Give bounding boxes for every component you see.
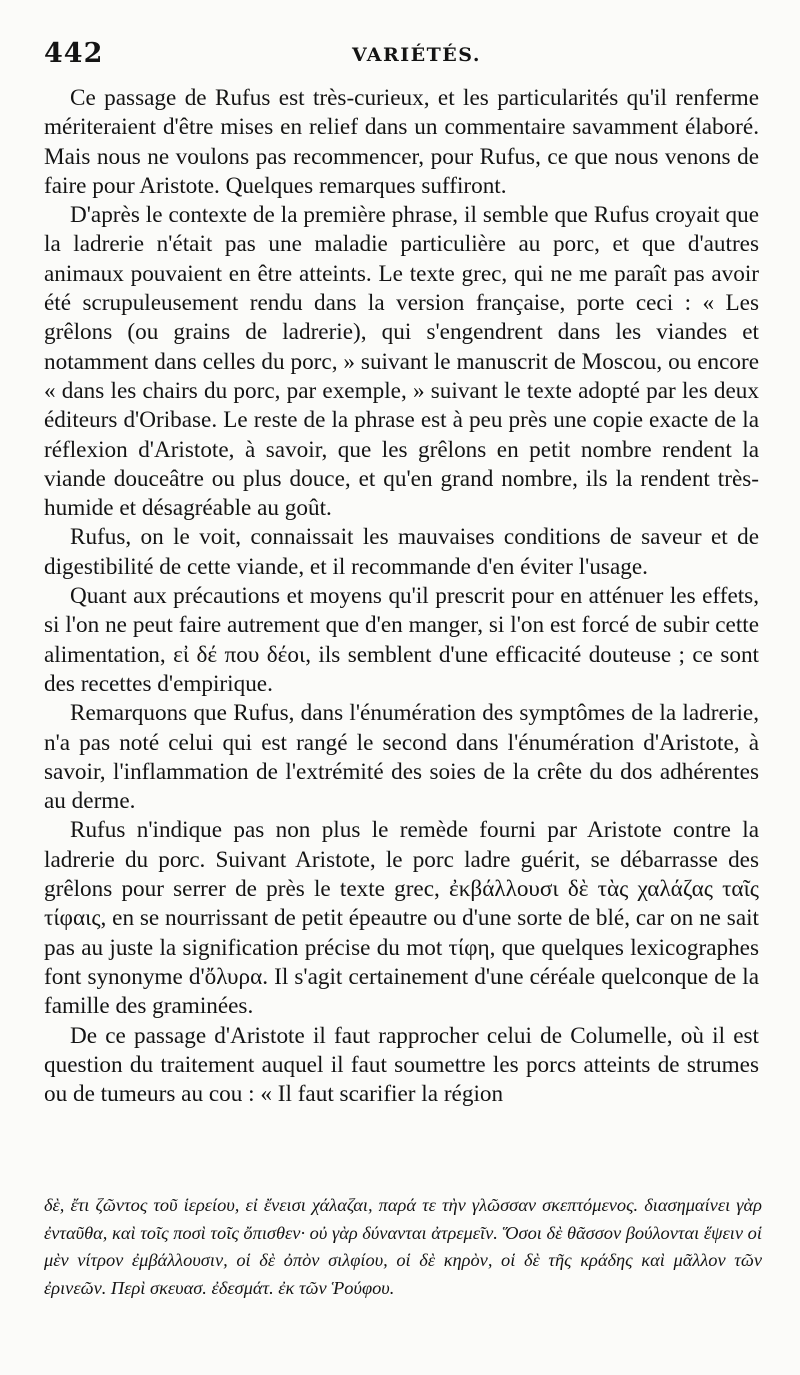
paragraph: Rufus n'indique pas non plus le remède fourni par Aristote contre la ladrerie du porc. Suivant Aristote, le porc ladre guérit, se débarrasse des grêlons pour serrer de près le texte grec, ἐκβάλλουσι δὲ τὰς χαλάζας ταῖς τίφαις, en se nourrissant de petit épeautre ou d'une sorte de blé, car on ne sait pas au juste la signification précise du mot τίφη, que quelques lexicographes font synonyme d'ὄλυρα. Il s'agit certainement d'une céréale quelconque de la famille des graminées.	[44, 817, 759, 1020]
footnote-greek-text: δὲ, ἔτι ζῶντος τοῦ ἱερείου, εἰ ἔνεισι χάλαζαι, παρά τε τὴν γλῶσσαν σκεπτόμενος. διασημαίνει γὰρ ἐνταῦθα, καὶ τοῖς ποσὶ τοῖς ὄπισθεν· οὐ γὰρ δύνανται ἀτρεμεῖν. Ὅσοι δὲ θᾶσσον βούλονται ἕψειν οἱ μὲν νίτρον ἐμβάλλουσιν, οἱ δὲ ὀπὸν σιλφίου, οἱ δὲ κηρὸν, οἱ δὲ τῆς κράδης καὶ μᾶλλον τῶν ἐρινεῶν. Περὶ σκευασ. ἐδεσμάτ. ἐκ τῶν Ῥούφου.	[44, 1195, 762, 1298]
paragraph: Quant aux précautions et moyens qu'il prescrit pour en atténuer les effets, si l'on ne peut faire autrement que d'en manger, si l'on est forcé de subir cette alimentation, εἰ δέ που δέοι, ils semblent d'une efficacité douteuse ; ce sont des recettes d'empirique.	[44, 583, 759, 697]
page-header	[40, 38, 760, 74]
paragraph: De ce passage d'Aristote il faut rapprocher celui de Columelle, où il est question du traitement auquel il faut soumettre les porcs atteints de strumes ou de tumeurs au cou : « Il faut scarifier la région	[44, 1022, 759, 1108]
paragraph: Remarquons que Rufus, dans l'énumération des symptômes de la ladrerie, n'a pas noté celui qui est rangé le second dans l'énumération d'Aristote, à savoir, l'inflammation de l'extrémité des soies de la crête du dos adhérentes au derme.	[44, 700, 759, 815]
paragraph: D'après le contexte de la première phrase, il semble que Rufus croyait que la ladrerie n'était pas une maladie particulière au porc, et que d'autres animaux pouvaient en être atteints. Le texte grec, qui ne me paraît pas avoir été scrupuleusement rendu dans la version française, porte ceci : « Les grêlons (ou grains de ladrerie), qui s'engendrent dans les viandes et notamment dans celles du porc, » suivant le manuscrit de Moscou, ou encore « dans les chairs du porc, par exemple, » suivant le texte adopté par les deux éditeurs d'Oribase. Le reste de la phrase est à peu près une copie exacte de la réflexion d'Aristote, à savoir, que les grêlons en petit nombre rendent la viande douceâtre ou plus douce, et qu'en grand nombre, ils la rendent très-humide et désagréable au goût.	[44, 202, 759, 522]
paragraph: Rufus, on le voit, connaissait les mauvaises conditions de saveur et de digestibilité de cette viande, et il recommande d'en éviter l'usage.	[44, 524, 759, 580]
main-text	[44, 84, 759, 1109]
paragraph: Ce passage de Rufus est très-curieux, et les particularités qu'il renferme mériteraient d'être mises en relief dans un commentaire savamment élaboré. Mais nous ne voulons pas recommencer, pour Rufus, ce que nous venons de faire pour Aristote. Quelques remarques suffiront.	[44, 85, 759, 199]
footnote-block	[44, 1192, 762, 1302]
page-number: 442	[44, 38, 104, 69]
running-head: VARIÉTÉS.	[352, 44, 481, 66]
